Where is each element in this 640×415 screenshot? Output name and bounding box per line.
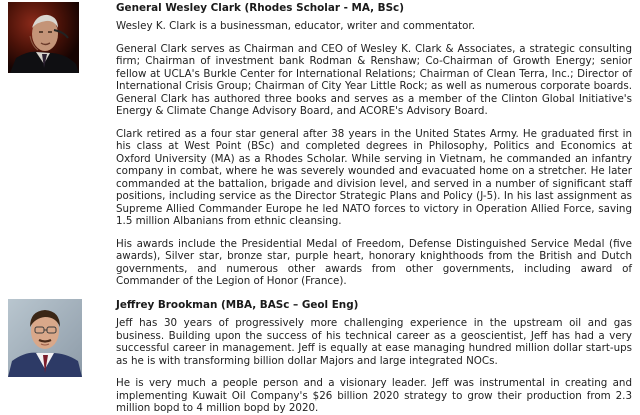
bio-paragraph: Jeff has 30 years of progressively more challenging experience in the upstream oil and gas business. Building upon the success of his technical career as a geoscientist, Jeff has had a very successful career in management. Jeff is equally at ease managing hundred million dollar start-ups as he is with transforming billion dollar Majors and large integrated NOCs. xyxy=(116,317,632,367)
bio-paragraph: General Clark serves as Chairman and CEO of Wesley K. Clark & Associates, a strategic consulting firm; Chairman of investment bank Rodman & Renshaw; Co-Chairman of Growth Energy; senior fellow at UCLA's Burkle Center for International Relations; Chairman of Clean Terra, Inc.; Director of International Crisis Group; Chairman of City Year Little Rock; as well as numerous corporate boards. General Clark has authored three books and serves as a member of the Clinton Global Initiative's Energy & Climate Change Advisory Board, and ACORE's Advisory Board. xyxy=(116,42,632,117)
bio-name-heading: Jeffrey Brookman (MBA, BASc – Geol Eng) xyxy=(116,299,359,311)
bio-paragraph: He is very much a people person and a visionary leader. Jeff was instrumental in creating and implementing Kuwait Oil Company's $26 billion 2020 strategy to grow their production from 2.3 million bopd to 4 million bopd by 2020. xyxy=(116,377,632,414)
bio-paragraph: Clark retired as a four star general after 38 years in the United States Army. He graduated first in his class at West Point (BSc) and completed degrees in Philosophy, Politics and Economics at Oxford University (MA) as a Rhodes Scholar. While serving in Vietnam, he commanded an infantry company in combat, where he was severely wounded and evacuated home on a stretcher. He later commanded at the battalion, brigade and division level, and served in a number of significant staff positions, including service as the Director Strategic Plans and Policy (J-5). In his last assignment as Supreme Allied Commander Europe he led NATO forces to victory in Operation Allied Force, saving 1.5 million Albanians from ethnic cleansing. xyxy=(116,127,632,227)
portrait-photo-wesley-clark xyxy=(8,2,79,73)
bio-name-heading: General Wesley Clark (Rhodes Scholar - MA, BSc) xyxy=(116,2,404,14)
bio-content xyxy=(116,0,632,288)
portrait-photo-jeffrey-brookman xyxy=(8,299,82,377)
bio-paragraph: Wesley K. Clark is a businessman, educator, writer and commentator. xyxy=(116,20,475,32)
bio-paragraph: His awards include the Presidential Medal of Freedom, Defense Distinguished Service Medal (five awards), Silver star, bronze star, purple heart, honorary knighthoods from the British and Dutch governments, and numerous other awards from other governments, including award of Commander of the Legion of Honor (France). xyxy=(116,237,632,287)
bio-content xyxy=(116,295,632,415)
